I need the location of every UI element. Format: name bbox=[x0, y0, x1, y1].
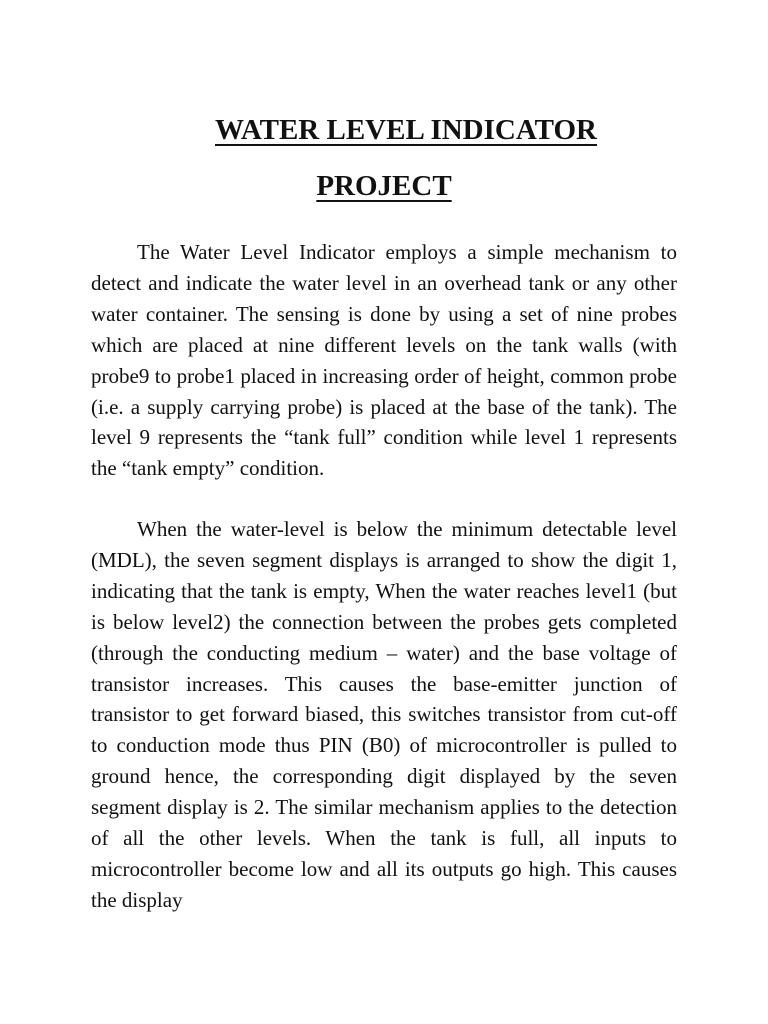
page-title bbox=[22, 112, 768, 148]
title-line-1: WATER LEVEL INDICATOR bbox=[215, 114, 597, 146]
paragraph-mechanism: When the water-level is below the minimum detectable level (MDL), the seven segment displays is arranged to show the digit 1, indicating that the tank is empty, When the water reaches level1 (but is below level2) the connection between the probes gets completed (through the conducting medium – water) and the base voltage of transistor increases. This causes the base-emitter junction of transistor to get forward biased, this switches transistor from cut-off to conduction mode thus PIN (B0) of microcontroller is pulled to ground hence, the corresponding digit displayed by the seven segment display is 2. The similar mechanism applies to the detection of all the other levels. When the tank is full, all inputs to microcontroller become low and all its outputs go high. This causes the display bbox=[91, 517, 677, 912]
paragraph-intro: The Water Level Indicator employs a simple mechanism to detect and indicate the water level in an overhead tank or any other water container. The sensing is done by using a set of nine probes which are placed at nine different levels on the tank walls (with probe9 to probe1 placed in increasing order of height, common probe (i.e. a supply carrying probe) is placed at the base of the tank). The level 9 represents the “tank full” condition while level 1 represents the “tank empty” condition. bbox=[91, 240, 677, 481]
page-title-continued bbox=[0, 168, 768, 204]
title-line-2: PROJECT bbox=[316, 170, 452, 202]
